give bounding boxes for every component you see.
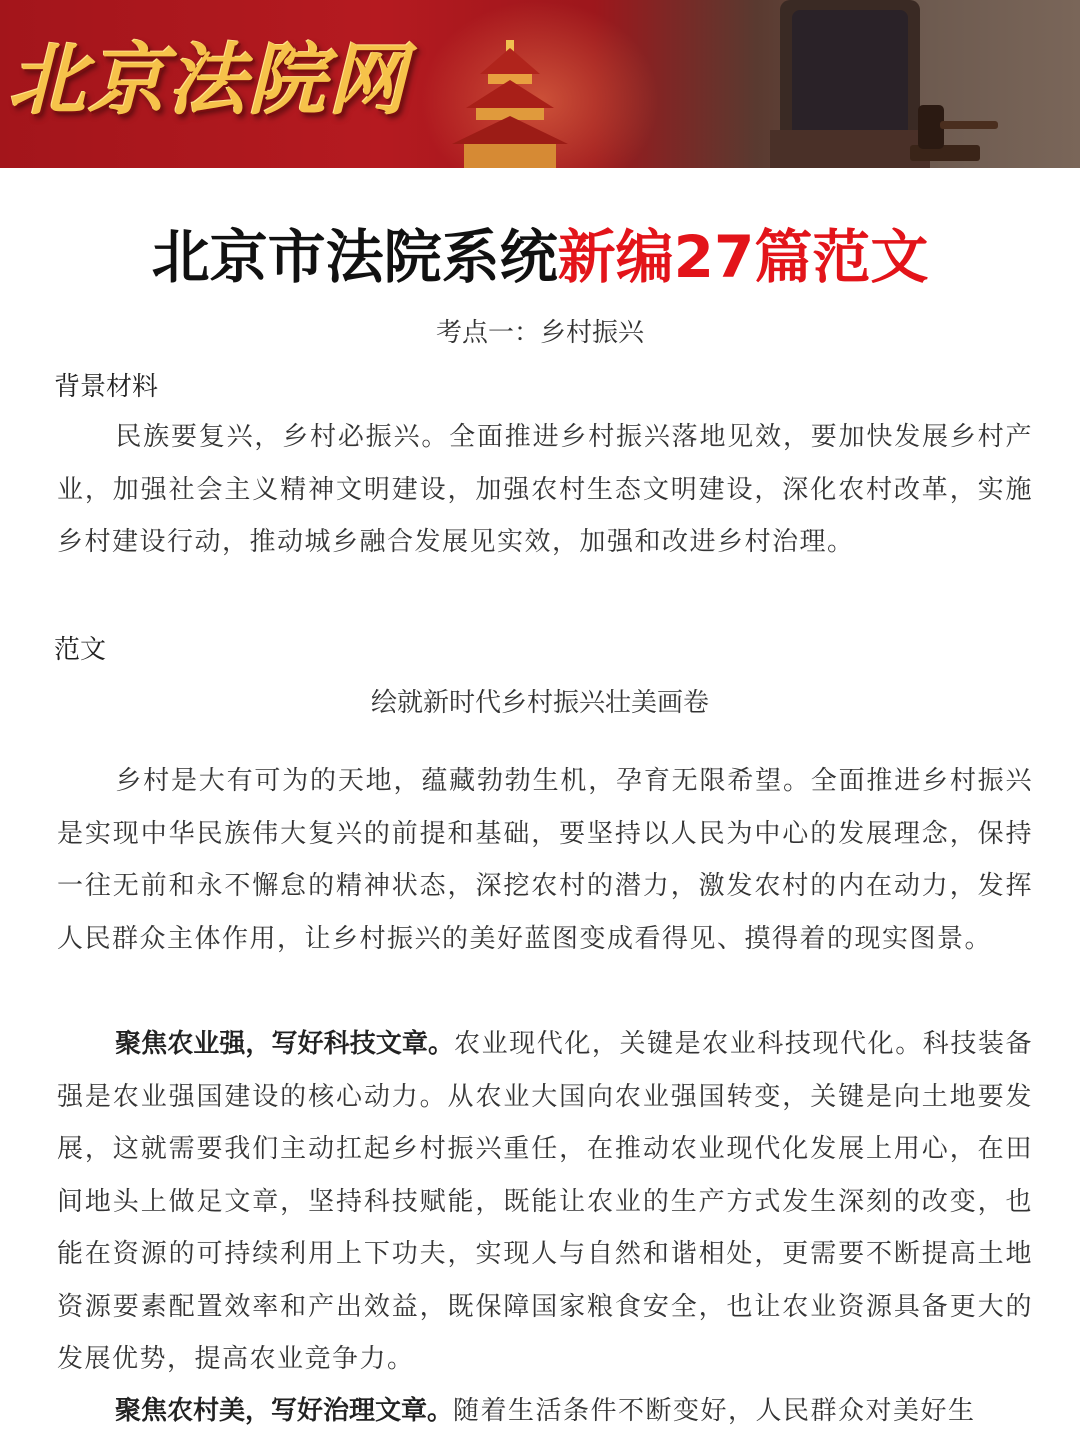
essay-paragraph-3 (57, 1385, 1033, 1438)
essay-title: 绘就新时代乡村振兴壮美画卷 (370, 688, 709, 718)
header-banner (0, 0, 1080, 168)
background-text (57, 411, 1033, 569)
site-logo[interactable]: 北京法院网 (8, 35, 409, 126)
essay-paragraph-text: 乡村是大有可为的天地，蕴藏勃勃生机，孕育无限希望。全面推进乡村振兴是实现中华民族伟大复兴的前提和基础，要坚持以人民为中心的发展理念，保持一往无前和永不懈怠的精神状态，深挖农村的潜力，激发农村的内在动力，发挥人民群众主体作用，让乡村振兴的美好蓝图变成看得见、摸得着的现实图景。 (57, 766, 1033, 954)
essay-paragraph-1 (57, 755, 1033, 965)
subtitle: 考点一：乡村振兴 (435, 318, 644, 348)
essay-paragraph-lead: 聚焦农业强，写好科技文章。 (115, 1029, 455, 1059)
essay-paragraph-text: 农业现代化，关键是农业科技现代化。科技装备强是农业强国建设的核心动力。从农业大国向农业强国转变，关键是向土地要发展，这就需要我们主动扛起乡村振兴重任，在推动农业现代化发展上用心，在田间地头上做足文章，坚持科技赋能，既能让农业的生产方式发生深刻的改变，也能在资源的可持续利用上下功夫，实现人与自然和谐相处，更需要不断提高土地资源要素配置效率和产出效益，既保障国家粮食安全，也让农业资源具备更大的发展优势，提高农业竞争力。 (57, 1029, 1033, 1374)
page-title-red: 新编27篇范文 (557, 223, 929, 291)
essay-paragraph-2 (57, 1018, 1033, 1386)
essay-label: 范文 (54, 635, 107, 665)
essay-paragraph-lead: 聚焦农村美，写好治理文章。 (115, 1396, 454, 1426)
essay-paragraph-text: 随着生活条件不断变好，人民群众对美好生 (453, 1396, 976, 1426)
page-title (0, 210, 1080, 294)
background-text-body: 民族要复兴，乡村必振兴。全面推进乡村振兴落地见效，要加快发展乡村产业，加强社会主义精神文明建设，加强农村生态文明建设，深化农村改革，实施乡村建设行动，推动城乡融合发展见实效，加强和改进乡村治理。 (57, 422, 1033, 557)
gavel-icon (880, 95, 1000, 168)
page-title-black: 北京市法院系统 (151, 223, 558, 291)
background-label: 背景材料 (54, 372, 159, 402)
temple-of-heaven-icon (440, 40, 580, 168)
